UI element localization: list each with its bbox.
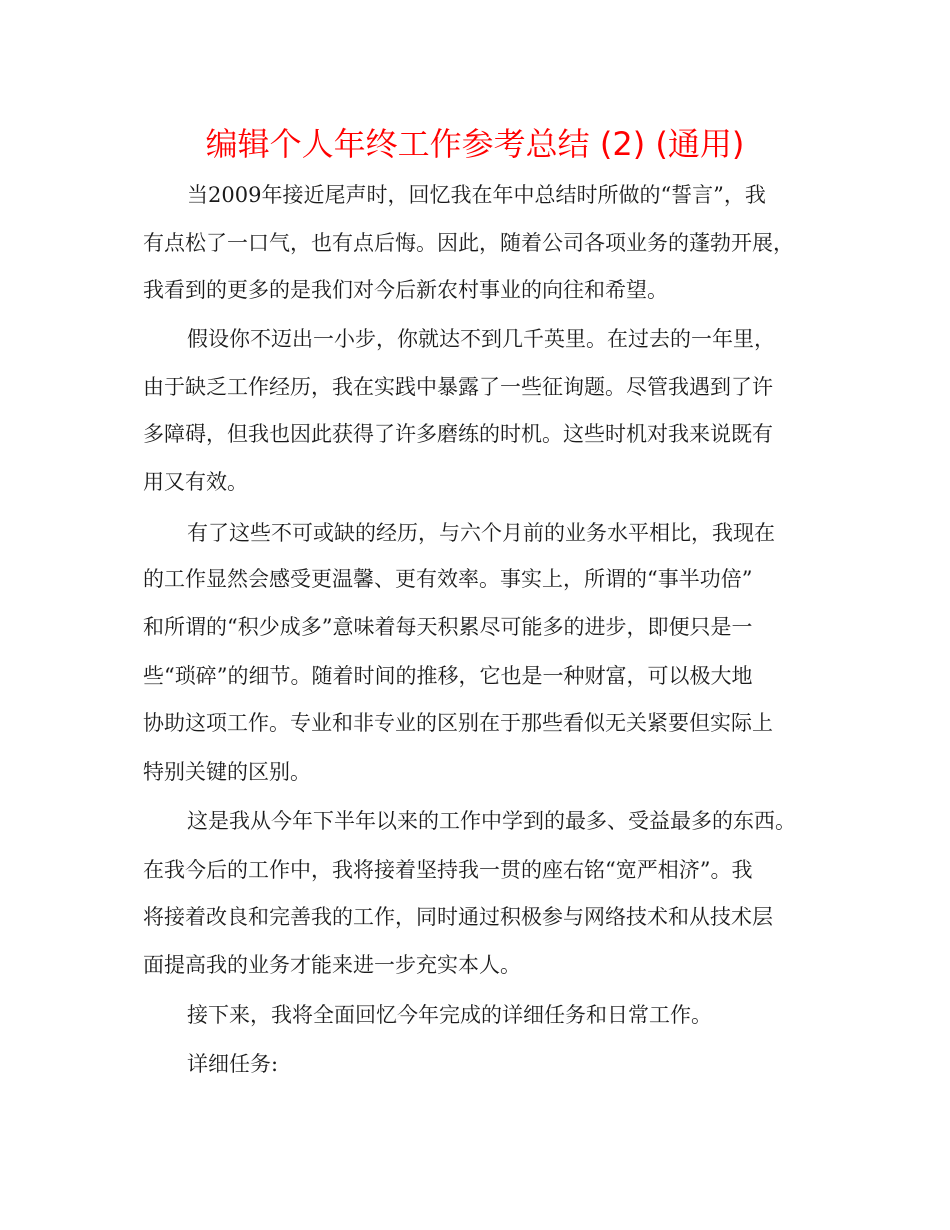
paragraph-3-line-5: 协助这项工作。专业和非专业的区别在于那些看似无关紧要但实际上 xyxy=(143,711,773,735)
paragraph-2-line-2: 由于缺乏工作经历，我在实践中暴露了一些征询题。尽管我遇到了许 xyxy=(143,375,773,399)
paragraph-4-line-2: 在我今后的工作中，我将接着坚持我一贯的座右铭“宽严相济”。我 xyxy=(143,858,753,882)
paragraph-4-line-4: 面提高我的业务才能来进一步充实本人。 xyxy=(143,953,521,977)
paragraph-4-line-1: 这是我从今年下半年以来的工作中学到的最多、受益最多的东西。 xyxy=(187,809,796,833)
paragraph-5-line-1: 接下来，我将全面回忆今年完成的详细任务和日常工作。 xyxy=(187,1003,712,1027)
paragraph-1-line-3: 我看到的更多的是我们对今后新农村事业的向往和希望。 xyxy=(143,278,668,302)
paragraph-2-line-3: 多障碍，但我也因此获得了许多磨练的时机。这些时机对我来说既有 xyxy=(143,422,773,446)
paragraph-2-line-4: 用又有效。 xyxy=(143,470,248,494)
paragraph-3-line-2: 的工作显然会感受更温馨、更有效率。事实上，所谓的“事半功倍” xyxy=(143,567,753,591)
paragraph-2-line-1: 假设你不迈出一小步，你就达不到几千英里。在过去的一年里， xyxy=(187,327,775,351)
document-title: 编辑个人年终工作参考总结 (2) (通用) xyxy=(205,125,745,163)
paragraph-3-line-4: 些“琐碎”的细节。随着时间的推移，它也是一种财富，可以极大地 xyxy=(143,664,753,688)
section-heading-detailed-tasks: 详细任务: xyxy=(187,1052,279,1076)
paragraph-1-line-1: 当2009年接近尾声时，回忆我在年中总结时所做的“誓言”，我 xyxy=(187,183,766,207)
paragraph-4-line-3: 将接着改良和完善我的工作，同时通过积极参与网络技术和从技术层 xyxy=(143,905,773,929)
paragraph-3-line-1: 有了这些不可或缺的经历，与六个月前的业务水平相比，我现在 xyxy=(187,521,775,545)
paragraph-3-line-6: 特别关键的区别。 xyxy=(143,760,311,784)
paragraph-3-line-3: 和所谓的“积少成多”意味着每天积累尽可能多的进步，即便只是一 xyxy=(143,615,753,639)
paragraph-1-line-2: 有点松了一口气，也有点后悔。因此，随着公司各项业务的蓬勃开展， xyxy=(143,231,794,255)
